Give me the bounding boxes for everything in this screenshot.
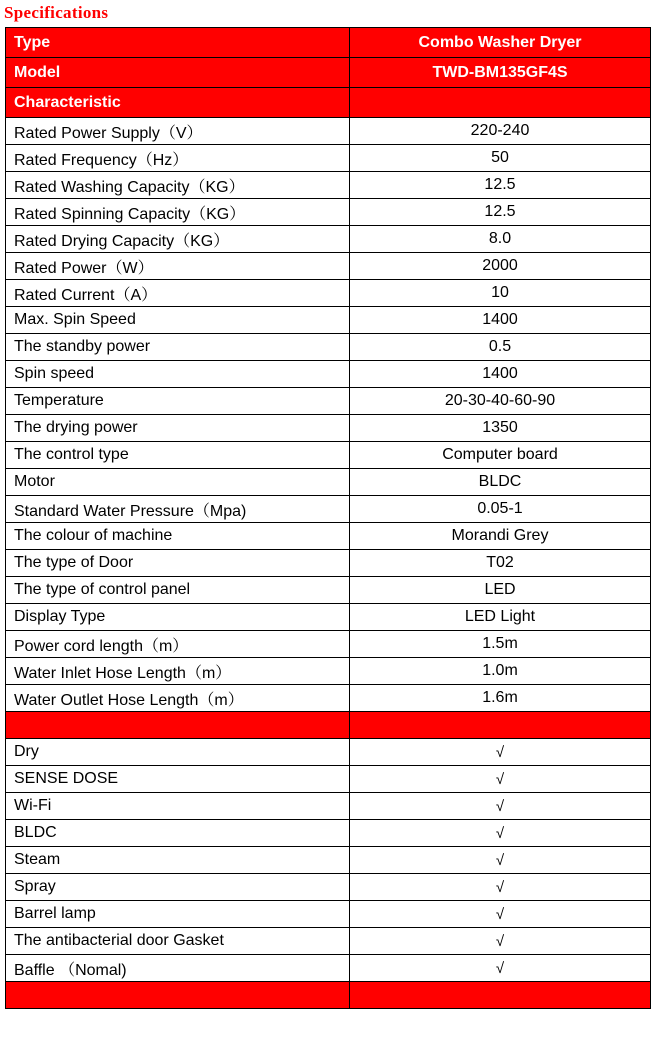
check-mark: √ bbox=[350, 739, 651, 766]
row-label: Water Outlet Hose Length（m） bbox=[6, 685, 350, 712]
row-value: 50 bbox=[350, 145, 651, 172]
row-value: TWD-BM135GF4S bbox=[350, 58, 651, 88]
table-row bbox=[6, 766, 651, 793]
row-value: 1400 bbox=[350, 361, 651, 388]
row-label: Water Inlet Hose Length（m） bbox=[6, 658, 350, 685]
row-label: Rated Frequency（Hz） bbox=[6, 145, 350, 172]
row-label: Model bbox=[6, 58, 350, 88]
row-label: Max. Spin Speed bbox=[6, 307, 350, 334]
table-row bbox=[6, 901, 651, 928]
table-row bbox=[6, 874, 651, 901]
row-label: Standard Water Pressure（Mpa) bbox=[6, 496, 350, 523]
table-row bbox=[6, 307, 651, 334]
row-label: Rated Power Supply（V） bbox=[6, 118, 350, 145]
table-row bbox=[6, 820, 651, 847]
specifications-table bbox=[5, 27, 651, 1009]
table-row bbox=[6, 577, 651, 604]
row-label: Motor bbox=[6, 469, 350, 496]
table-row-characteristic bbox=[6, 88, 651, 118]
row-label: The control type bbox=[6, 442, 350, 469]
row-label: Barrel lamp bbox=[6, 901, 350, 928]
row-value: 20-30-40-60-90 bbox=[350, 388, 651, 415]
row-value: 1400 bbox=[350, 307, 651, 334]
table-row bbox=[6, 280, 651, 307]
row-label: Spray bbox=[6, 874, 350, 901]
row-label: Wi-Fi bbox=[6, 793, 350, 820]
check-mark: √ bbox=[350, 847, 651, 874]
page-title: Specifications bbox=[4, 3, 109, 22]
row-label: Power cord length（m） bbox=[6, 631, 350, 658]
check-mark: √ bbox=[350, 793, 651, 820]
table-row bbox=[6, 469, 651, 496]
row-value: BLDC bbox=[350, 469, 651, 496]
table-row bbox=[6, 550, 651, 577]
check-mark: √ bbox=[350, 928, 651, 955]
table-row bbox=[6, 145, 651, 172]
check-mark: √ bbox=[350, 874, 651, 901]
row-label: Rated Power（W） bbox=[6, 253, 350, 280]
table-footer-row bbox=[6, 982, 651, 1009]
row-value: Computer board bbox=[350, 442, 651, 469]
table-row bbox=[6, 955, 651, 982]
row-label: Temperature bbox=[6, 388, 350, 415]
table-row bbox=[6, 118, 651, 145]
row-label: Rated Current（A） bbox=[6, 280, 350, 307]
row-label: Rated Spinning Capacity（KG） bbox=[6, 199, 350, 226]
table-row bbox=[6, 415, 651, 442]
table-row bbox=[6, 631, 651, 658]
row-label: Characteristic bbox=[6, 88, 350, 118]
table-row bbox=[6, 172, 651, 199]
table-row bbox=[6, 253, 651, 280]
table-row bbox=[6, 199, 651, 226]
row-value: Combo Washer Dryer bbox=[350, 28, 651, 58]
row-label: The antibacterial door Gasket bbox=[6, 928, 350, 955]
row-value: 12.5 bbox=[350, 199, 651, 226]
table-row bbox=[6, 793, 651, 820]
table-row bbox=[6, 442, 651, 469]
row-value: 0.5 bbox=[350, 334, 651, 361]
row-label: Rated Drying Capacity（KG） bbox=[6, 226, 350, 253]
table-row bbox=[6, 523, 651, 550]
row-label: The standby power bbox=[6, 334, 350, 361]
row-label: Display Type bbox=[6, 604, 350, 631]
check-mark: √ bbox=[350, 766, 651, 793]
table-separator-row bbox=[6, 712, 651, 739]
table-row bbox=[6, 361, 651, 388]
row-value: 1.6m bbox=[350, 685, 651, 712]
table-row bbox=[6, 847, 651, 874]
table-row bbox=[6, 226, 651, 253]
row-label: Spin speed bbox=[6, 361, 350, 388]
table-row-model bbox=[6, 58, 651, 88]
table-row bbox=[6, 658, 651, 685]
check-mark: √ bbox=[350, 820, 651, 847]
row-label: SENSE DOSE bbox=[6, 766, 350, 793]
row-label: The drying power bbox=[6, 415, 350, 442]
table-row bbox=[6, 928, 651, 955]
row-value: T02 bbox=[350, 550, 651, 577]
row-value: 10 bbox=[350, 280, 651, 307]
row-label: BLDC bbox=[6, 820, 350, 847]
row-value bbox=[350, 88, 651, 118]
row-label: Rated Washing Capacity（KG） bbox=[6, 172, 350, 199]
table-row bbox=[6, 388, 651, 415]
check-mark: √ bbox=[350, 955, 651, 982]
row-value: LED bbox=[350, 577, 651, 604]
row-value: 12.5 bbox=[350, 172, 651, 199]
table-row bbox=[6, 496, 651, 523]
row-value: 220-240 bbox=[350, 118, 651, 145]
row-value: 8.0 bbox=[350, 226, 651, 253]
table-row-type bbox=[6, 28, 651, 58]
check-mark: √ bbox=[350, 901, 651, 928]
row-value: LED Light bbox=[350, 604, 651, 631]
row-value: Morandi Grey bbox=[350, 523, 651, 550]
row-label: Steam bbox=[6, 847, 350, 874]
row-label: The type of Door bbox=[6, 550, 350, 577]
row-label: The type of control panel bbox=[6, 577, 350, 604]
table-row bbox=[6, 334, 651, 361]
row-label: Type bbox=[6, 28, 350, 58]
row-label: Baffle （Nomal) bbox=[6, 955, 350, 982]
table-row bbox=[6, 685, 651, 712]
row-value: 1.5m bbox=[350, 631, 651, 658]
row-label: The colour of machine bbox=[6, 523, 350, 550]
row-value: 1350 bbox=[350, 415, 651, 442]
row-value: 2000 bbox=[350, 253, 651, 280]
table-row bbox=[6, 604, 651, 631]
table-row bbox=[6, 739, 651, 766]
row-label: Dry bbox=[6, 739, 350, 766]
row-value: 0.05-1 bbox=[350, 496, 651, 523]
row-value: 1.0m bbox=[350, 658, 651, 685]
